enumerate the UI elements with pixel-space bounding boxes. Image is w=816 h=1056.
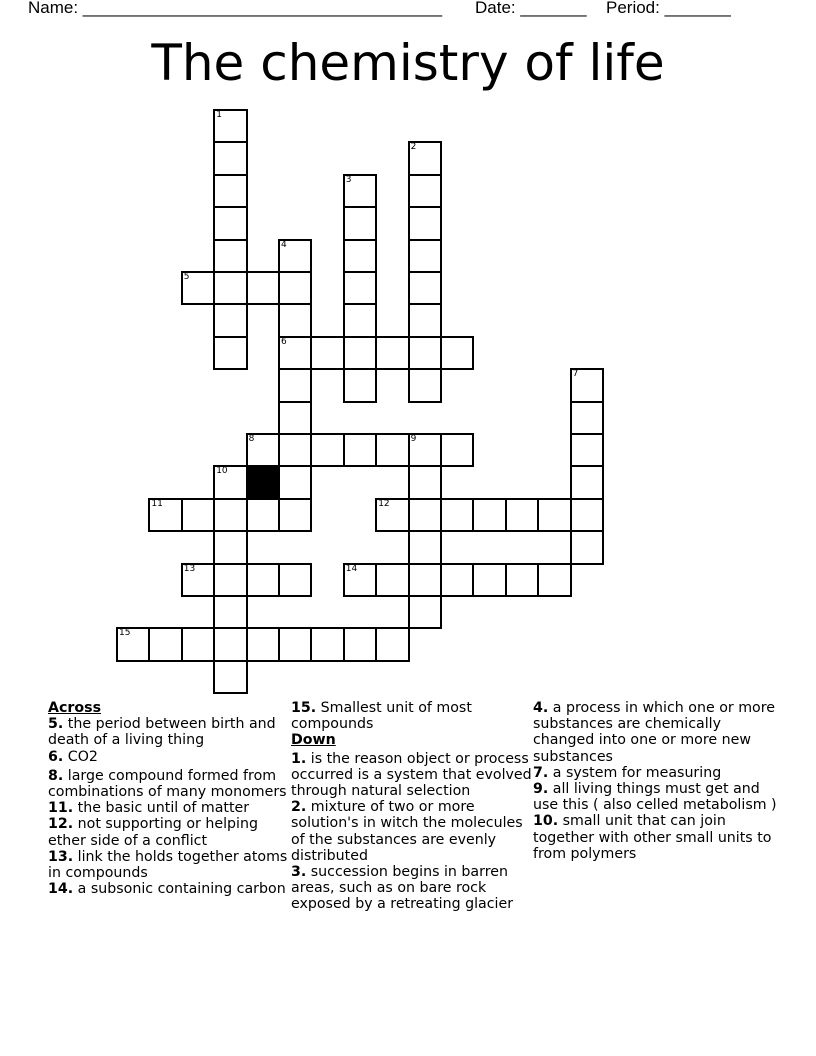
page-title: The chemistry of life	[151, 34, 665, 92]
across-heading: Across	[48, 700, 102, 716]
clue-across-13	[48, 849, 293, 881]
clue-across-12	[48, 816, 293, 848]
clue-text: CO2	[67, 748, 98, 765]
crossword-cell[interactable]	[408, 336, 442, 370]
crossword-cell[interactable]	[375, 433, 409, 467]
crossword-cell[interactable]	[343, 271, 377, 305]
cell-number: 11	[151, 498, 163, 509]
cell-number: 13	[183, 563, 196, 574]
crossword-cell[interactable]	[408, 433, 442, 467]
clue-text: Smallest unit of most compounds	[291, 700, 472, 733]
crossword-cell[interactable]	[408, 595, 442, 629]
clue-across-6	[48, 749, 293, 765]
crossword-cell[interactable]	[246, 627, 280, 661]
cell-number: 1	[216, 110, 222, 120]
crossword-cell[interactable]	[213, 627, 247, 661]
crossword-cell[interactable]	[408, 141, 442, 175]
clue-down-4	[533, 700, 778, 765]
crossword-cell[interactable]	[570, 498, 604, 532]
clue-number: 10.	[533, 813, 559, 830]
clue-text: not supporting or helping ether side of a conflict	[48, 816, 258, 849]
clue-down-1	[291, 751, 536, 800]
crossword-cell[interactable]	[148, 498, 182, 532]
crossword-cell[interactable]	[310, 433, 344, 467]
crossword-cell[interactable]	[472, 563, 506, 597]
clue-number: 8.	[48, 767, 64, 784]
clue-down-9	[533, 781, 778, 813]
crossword-cell[interactable]	[343, 336, 377, 370]
crossword-cell[interactable]	[408, 239, 442, 273]
crossword-cell[interactable]	[213, 336, 247, 370]
crossword-cell[interactable]	[343, 206, 377, 240]
crossword-cell[interactable]	[213, 303, 247, 337]
clue-down-10	[533, 813, 778, 862]
crossword-cell[interactable]	[440, 563, 474, 597]
crossword-cell[interactable]	[278, 271, 312, 305]
crossword-cell[interactable]	[570, 465, 604, 499]
clues-column-3	[533, 700, 778, 862]
crossword-cell[interactable]	[472, 498, 506, 532]
crossword-cell[interactable]	[278, 336, 312, 370]
clue-text: mixture of two or more solution's in witch the molecules of the substances are evenly distributed	[291, 799, 523, 864]
crossword-cell[interactable]	[375, 336, 409, 370]
crossword-cell[interactable]	[213, 498, 247, 532]
cell-number: 2	[410, 142, 417, 153]
clue-down-3	[291, 864, 536, 913]
clue-number: 2.	[291, 799, 307, 816]
crossword-cell[interactable]	[213, 660, 247, 694]
crossword-cell[interactable]	[213, 271, 247, 305]
clue-down-7	[533, 765, 778, 781]
crossword-cell[interactable]	[375, 627, 409, 661]
crossword-cell[interactable]	[246, 563, 280, 597]
clues-column-1	[48, 700, 293, 897]
clue-across-14	[48, 881, 293, 897]
crossword-cell[interactable]	[278, 465, 312, 499]
crossword-cell[interactable]	[408, 498, 442, 532]
crossword-cell[interactable]	[408, 530, 442, 564]
crossword-cell[interactable]	[310, 336, 344, 370]
cell-number: 15	[119, 628, 131, 639]
clue-text: large compound formed from combinations of many monomers	[48, 767, 287, 801]
crossword-cell[interactable]	[278, 401, 312, 435]
cell-number: 7	[572, 369, 579, 380]
crossword-cell[interactable]	[213, 530, 247, 564]
crossword-cell[interactable]	[408, 563, 442, 597]
period-field[interactable]: Period: _______	[606, 0, 731, 17]
cell-number: 5	[183, 272, 190, 282]
crossword-cell[interactable]	[278, 498, 312, 532]
crossword-cell[interactable]	[181, 627, 215, 661]
crossword-cell[interactable]	[570, 401, 604, 435]
crossword-cell[interactable]	[505, 498, 539, 532]
crossword-cell[interactable]	[343, 433, 377, 467]
crossword-cell[interactable]	[408, 303, 442, 337]
clue-across-11	[48, 800, 293, 816]
clue-number: 4.	[533, 700, 549, 716]
clue-text: all living things must get and use this ( also celled metabolism )	[533, 781, 777, 814]
crossword-cell[interactable]	[213, 465, 247, 499]
crossword-cell[interactable]	[505, 563, 539, 597]
crossword-cell[interactable]	[375, 563, 409, 597]
clue-text: the basic until of matter	[77, 800, 250, 817]
clue-text: a system for measuring	[552, 764, 722, 781]
crossword-cell[interactable]	[343, 627, 377, 661]
crossword-cell[interactable]	[246, 271, 280, 305]
crossword-cell[interactable]	[343, 239, 377, 273]
crossword-cell[interactable]	[181, 271, 215, 305]
crossword-cell[interactable]	[408, 206, 442, 240]
crossword-cell[interactable]	[278, 368, 312, 402]
date-field[interactable]: Date: _______	[475, 0, 587, 17]
crossword-cell[interactable]	[408, 368, 442, 402]
crossword-cell[interactable]	[213, 141, 247, 175]
crossword-cell[interactable]	[310, 627, 344, 661]
clue-text: is the reason object or process occurred is a system that evolved through natural selection	[291, 750, 532, 800]
clue-number: 5.	[48, 716, 64, 733]
crossword-cell[interactable]	[278, 563, 312, 597]
name-field[interactable]: Name: ______________________________________	[28, 0, 443, 17]
crossword-cell[interactable]	[440, 498, 474, 532]
clue-across-15	[291, 700, 536, 732]
crossword-cell[interactable]	[537, 498, 571, 532]
cell-number: 4	[281, 239, 287, 250]
crossword-cell[interactable]	[116, 627, 150, 661]
crossword-cell[interactable]	[440, 336, 474, 370]
crossword-cell[interactable]	[213, 174, 247, 208]
cell-number: 3	[345, 174, 352, 185]
cell-number: 10	[216, 466, 228, 477]
clue-text: succession begins in barren areas, such as on bare rock exposed by a retreating glacier	[291, 864, 514, 913]
clue-number: 11.	[48, 800, 74, 817]
crossword-cell[interactable]	[213, 239, 247, 273]
cell-number: 9	[410, 434, 417, 444]
clue-number: 3.	[291, 864, 307, 881]
crossword-cell[interactable]	[246, 498, 280, 532]
clue-across-8	[48, 768, 293, 800]
crossword-cell[interactable]	[213, 595, 247, 629]
crossword-cell[interactable]	[213, 563, 247, 597]
crossword-cell[interactable]	[343, 368, 377, 402]
crossword-cell[interactable]	[570, 530, 604, 564]
crossword-cell[interactable]	[148, 627, 182, 661]
clue-number: 9.	[533, 781, 549, 798]
clue-text: a process in which one or more substances are chemically changed into one or more new substances	[533, 700, 775, 765]
clue-text: the period between birth and death of a living thing	[48, 716, 276, 749]
clue-number: 13.	[48, 848, 74, 865]
cell-number: 12	[378, 498, 390, 509]
crossword-cell[interactable]	[213, 109, 247, 143]
crossword-cell[interactable]	[278, 303, 312, 337]
clue-down-2	[291, 799, 536, 864]
crossword-cell[interactable]	[537, 563, 571, 597]
crossword-cell[interactable]	[408, 174, 442, 208]
clue-number: 15.	[291, 700, 317, 716]
clue-text: small unit that can join together with other small units to from polymers	[533, 813, 772, 862]
crossword-cell[interactable]	[213, 206, 247, 240]
crossword-cell[interactable]	[343, 563, 377, 597]
clue-number: 14.	[48, 881, 74, 898]
clue-text: link the holds together atoms in compounds	[48, 848, 288, 882]
down-heading: Down	[291, 732, 336, 749]
crossword-cell[interactable]	[375, 498, 409, 532]
clue-text: a subsonic containing carbon	[77, 881, 286, 898]
black-cell	[246, 465, 280, 499]
crossword-cell[interactable]	[181, 563, 215, 597]
clue-number: 7.	[533, 764, 549, 781]
crossword-cell[interactable]	[408, 465, 442, 499]
cell-number: 8	[248, 434, 255, 444]
crossword-cell[interactable]	[246, 433, 280, 467]
crossword-cell[interactable]	[343, 303, 377, 337]
crossword-cell[interactable]	[278, 627, 312, 661]
clue-number: 12.	[48, 816, 74, 833]
cell-number: 14	[345, 563, 358, 574]
crossword-cell[interactable]	[343, 174, 377, 208]
crossword-cell[interactable]	[278, 239, 312, 273]
crossword-cell[interactable]	[181, 498, 215, 532]
cell-number: 6	[281, 336, 287, 347]
crossword-cell[interactable]	[440, 433, 474, 467]
clue-across-5	[48, 716, 293, 748]
crossword-cell[interactable]	[570, 368, 604, 402]
clues-column-2	[291, 700, 536, 913]
crossword-cell[interactable]	[278, 433, 312, 467]
crossword-cell[interactable]	[570, 433, 604, 467]
clue-number: 1.	[291, 750, 307, 767]
clue-number: 6.	[48, 748, 64, 765]
crossword-cell[interactable]	[408, 271, 442, 305]
